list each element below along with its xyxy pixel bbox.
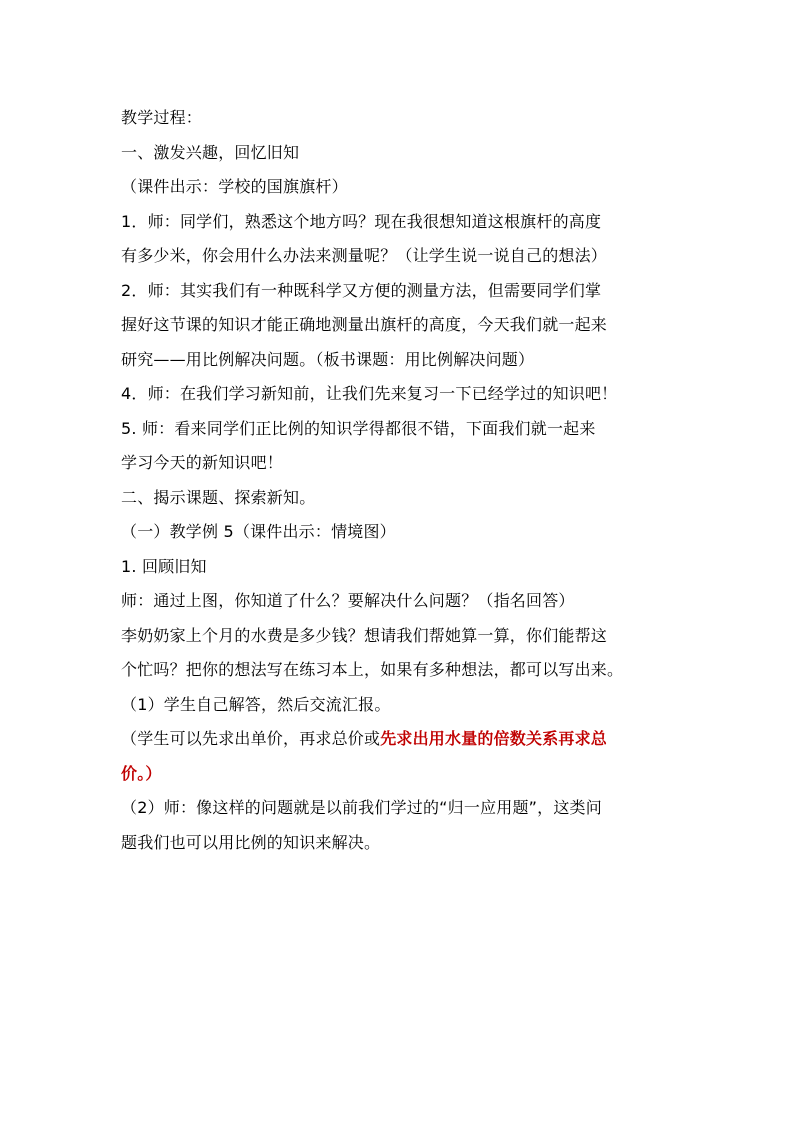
paragraph-line: 个忙吗？把你的想法写在练习本上，如果有多种想法，都可以写出来。 bbox=[121, 660, 624, 679]
paragraph-line: 4．师：在我们学习新知前，让我们先来复习一下已经学过的知识吧！ bbox=[121, 384, 618, 403]
paragraph-line: 题我们也可以用比例的知识来解决。 bbox=[121, 832, 381, 852]
emphasis-text: 价。） bbox=[121, 763, 162, 783]
paragraph-line: 握好这节课的知识才能正确地测量出旗杆的高度，今天我们就一起来 bbox=[121, 315, 608, 334]
document-body bbox=[121, 101, 677, 860]
paragraph-line: 李奶奶家上个月的水费是多少钱？想请我们帮她算一算，你们能帮这 bbox=[121, 625, 608, 645]
paragraph-line: 5. 师：看来同学们正比例的知识学得都很不错，下面我们就一起来 bbox=[121, 418, 596, 438]
paragraph-line: 师：通过上图，你知道了什么？要解决什么问题？（指名回答） bbox=[121, 591, 575, 610]
paragraph-line: 1．师：同学们，熟悉这个地方吗？现在我很想知道这根旗杆的高度 bbox=[121, 211, 602, 231]
section-heading-2: 二、揭示课题、探索新知。 bbox=[121, 487, 316, 507]
plain-text: （学生可以先求出单价，再求总价或 bbox=[121, 729, 381, 748]
subsection-item: 1. 回顾旧知 bbox=[121, 556, 207, 576]
paragraph-line: 研究——用比例解决问题。（板书课题：用比例解决问题） bbox=[121, 349, 535, 369]
paragraph-line: （2）师：像这样的问题就是以前我们学过的“归一应用题”，这类问 bbox=[121, 798, 602, 817]
paragraph-line: （课件出示：学校的国旗旗杆） bbox=[121, 177, 348, 196]
paragraph-line-mixed bbox=[121, 757, 677, 792]
emphasis-text: 先求出用水量的倍数关系再求总 bbox=[380, 729, 608, 748]
paragraph-line: （1）学生自己解答，然后交流汇报。 bbox=[121, 694, 391, 714]
paragraph-line: 2．师：其实我们有一种既科学又方便的测量方法，但需要同学们掌 bbox=[121, 280, 602, 300]
paragraph-line: 有多少米，你会用什么办法来测量呢？（让学生说一说自己的想法） bbox=[121, 246, 608, 265]
section-heading-teaching-process: 教学过程： bbox=[121, 108, 203, 127]
subsection-heading: （一）教学例 5（课件出示：情境图） bbox=[121, 522, 396, 541]
paragraph-line-mixed bbox=[121, 722, 677, 757]
paragraph-line: 学习今天的新知识吧！ bbox=[121, 453, 284, 472]
section-heading-1: 一、激发兴趣，回忆旧知 bbox=[121, 142, 300, 162]
